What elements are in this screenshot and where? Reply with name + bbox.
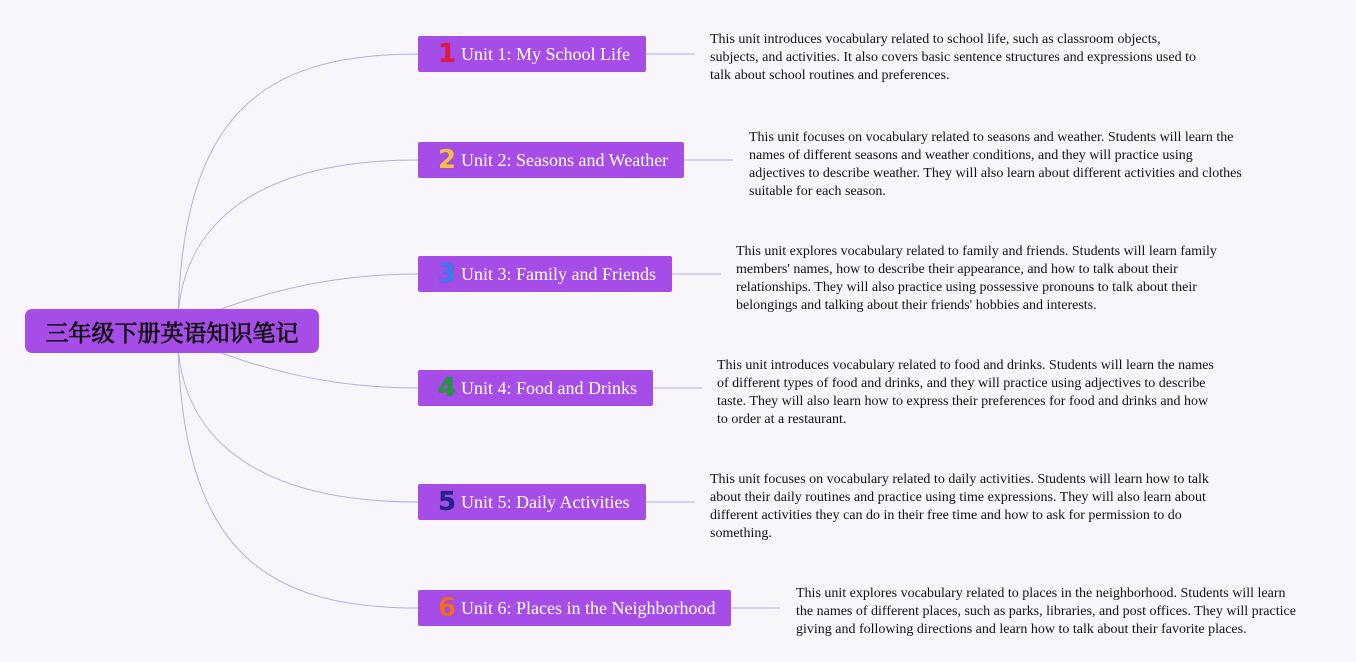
unit-node-5[interactable] [418,484,646,520]
branch-connector-1 [178,54,418,319]
number-three-icon: 3 [438,259,457,289]
unit-label: Unit 5: Daily Activities [461,491,630,512]
unit-node-1[interactable] [418,36,646,72]
unit-label: Unit 3: Family and Friends [461,263,656,284]
unit-description-1[interactable]: This unit introduces vocabulary related to school life, such as classroom objects, subjects, and activities. It also covers basic sentence structures and expressions used to talk about school routines and preferences. [710,32,1196,83]
root-title: 三年级下册英语知识笔记 [45,320,299,347]
unit-label: Unit 4: Food and Drinks [461,377,638,398]
number-four-icon: 4 [438,373,457,403]
number-five-icon: 5 [438,487,457,517]
unit-node-3[interactable] [418,256,672,292]
root-topic[interactable] [25,309,319,353]
number-six-icon: 6 [438,593,457,623]
unit-node-6[interactable] [418,590,731,626]
unit-description-4[interactable]: This unit introduces vocabulary related to food and drinks. Students will learn the names of different types of food and drinks, and they will practice using adjectives to describe taste. They will also learn how to express their preferences for food and drinks and how to order at a restaurant. [717,358,1214,427]
unit-label: Unit 1: My School Life [461,43,630,64]
unit-node-2[interactable] [418,142,684,178]
unit-description-3[interactable]: This unit explores vocabulary related to family and friends. Students will learn family members' names, how to describe their appearance, and how to talk about their relationships. They will also practice using possessive pronouns to talk about their belongings and talking about their friends' hobbies and interests. [736,244,1217,313]
branch-connector-2 [178,160,418,319]
number-two-icon: 2 [438,145,457,175]
unit-label: Unit 2: Seasons and Weather [461,149,669,170]
branch-connector-6 [178,343,418,608]
unit-description-2[interactable]: This unit focuses on vocabulary related to seasons and weather. Students will learn the names of different seasons and weather conditions, and they will practice using adjectives to describe weather. They will also learn about different activities and clothes suitable for each season. [749,130,1242,199]
unit-label: Unit 6: Places in the Neighborhood [461,597,716,618]
number-one-icon: 1 [438,39,457,69]
branch-connector-5 [178,343,418,502]
unit-description-6[interactable]: This unit explores vocabulary related to places in the neighborhood. Students will learn the names of different places, such as parks, libraries, and post offices. They will practice giving and following directions and learn how to talk about their favorite places. [796,586,1296,637]
unit-node-4[interactable] [418,370,653,406]
unit-description-5[interactable]: This unit focuses on vocabulary related to daily activities. Students will learn how to talk about their daily routines and practice using time expressions. They will also learn about different activities they can do in their free time and how to ask for permission to do something. [710,472,1209,541]
